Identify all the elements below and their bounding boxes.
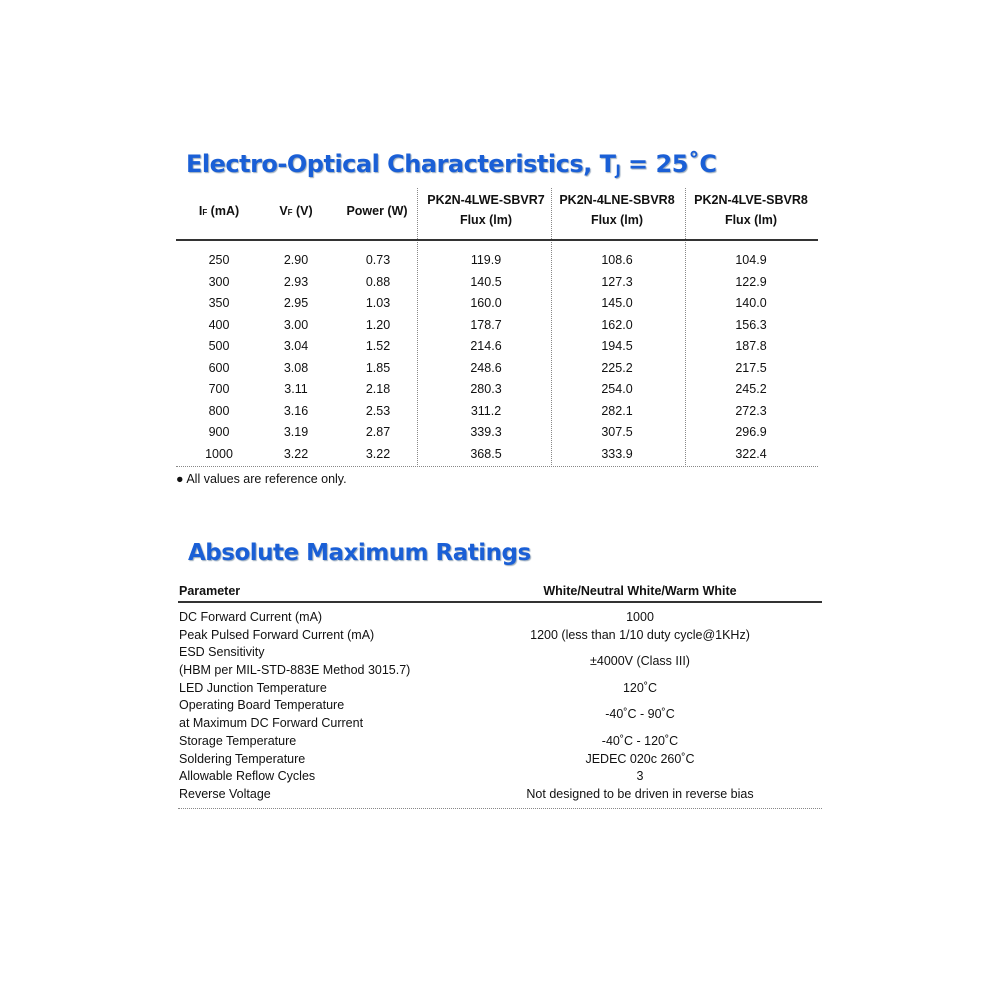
electro-optical-title [186,150,717,179]
table-row [176,292,818,314]
table-cell: 700 [208,382,230,396]
table-cell: 3.19 [283,425,309,439]
rating-parameter [179,751,305,769]
absolute-max-ratings-title: Absolute Maximum Ratings [188,540,531,566]
table-cell: 3.08 [283,360,309,375]
table-cell: 3.11 [284,382,308,396]
table-cell: 214.6 [470,339,502,353]
table-cell: 245.2 [735,382,767,396]
rating-value: -40˚C - 90˚C [605,707,675,722]
table-cell: 2.95 [283,296,309,310]
table-cell: 122.9 [735,274,767,289]
header-power: Power (W) [346,204,408,218]
table-row [176,249,818,271]
model-unit: Flux (lm) [590,213,644,227]
parameter-line: Storage Temperature [179,733,297,748]
table-row [176,400,818,422]
electro-optical-table [176,188,818,467]
title-subscript: J [615,163,621,179]
table-cell: 217.5 [735,360,767,375]
table-cell: 800 [208,403,230,418]
model-unit: Flux (lm) [724,213,778,227]
table-cell: 0.88 [365,274,391,289]
parameter-line: (HBM per MIL-STD-883E Method 3015.7) [179,663,411,678]
rating-row [178,768,822,786]
table-cell: 194.5 [601,339,633,353]
table-cell: 3.22 [283,446,309,461]
parameter-line: Operating Board Temperature [179,698,345,713]
parameter-line: Soldering Temperature [179,751,306,766]
header-if: IF (mA) [198,204,240,218]
table-cell: 3.04 [283,339,309,353]
reference-note: ● All values are reference only. [176,472,347,486]
absolute-max-ratings-table [178,583,822,809]
table-cell: 600 [208,360,230,375]
table-cell: 368.5 [470,446,502,461]
table-cell: 2.90 [283,253,309,267]
table-cell: 3.16 [283,403,309,418]
table-cell: 104.9 [735,253,767,267]
table-row [176,378,818,400]
table-cell: 272.3 [735,403,767,418]
table-cell: 1000 [205,446,233,461]
table-cell: 156.3 [735,317,767,332]
header-model [551,193,683,227]
model-name: PK2N-4LWE-SBVR7 [427,193,545,207]
table-row [176,335,818,357]
table-row [176,443,818,465]
table-cell: 322.4 [735,446,767,461]
table-row [176,314,818,336]
table-header [176,188,818,241]
table-cell: 3.22 [365,446,391,461]
parameter-line: Peak Pulsed Forward Current (mA) [179,627,375,642]
rating-parameter [179,644,410,679]
rating-parameter [179,768,315,786]
rating-value: Not designed to be driven in reverse bias [526,786,754,801]
table-cell: 350 [208,296,230,310]
rating-parameter [179,786,271,804]
rating-row [178,609,822,627]
table-cell: 140.5 [470,274,502,289]
table-cell: 280.3 [470,382,502,396]
table-cell: 160.0 [470,296,502,310]
table-cell: 119.9 [470,253,502,267]
table-cell: 1.52 [365,339,391,353]
model-unit: Flux (lm) [459,213,513,227]
rating-value: 1200 (less than 1/10 duty cycle@1KHz) [530,627,750,642]
table-cell: 2.87 [365,425,391,439]
parameter-line: Allowable Reflow Cycles [179,769,316,784]
header-parameter: Parameter [179,584,241,598]
parameter-line: Reverse Voltage [179,786,271,801]
table-cell: 900 [208,425,230,439]
rating-row [178,786,822,804]
table-cell: 108.6 [601,253,633,267]
table-cell: 254.0 [601,382,633,396]
table-header [178,583,822,603]
rating-value: 1000 [626,610,654,624]
table-cell: 339.3 [470,425,502,439]
table-cell: 0.73 [365,253,391,267]
table-cell: 296.9 [735,425,767,439]
parameter-line: LED Junction Temperature [179,680,327,695]
table-cell: 1.03 [365,296,391,310]
rating-row [178,627,822,645]
parameter-line: at Maximum DC Forward Current [179,716,364,731]
table-cell: 311.2 [470,403,502,418]
table-cell: 127.3 [601,274,633,289]
table-cell: 1.20 [365,317,391,332]
rating-value: -40˚C - 120˚C [601,733,679,748]
table-cell: 282.1 [601,403,633,418]
table-row [176,421,818,443]
table-cell: 178.7 [470,317,502,332]
parameter-line: ESD Sensitivity [179,645,265,660]
header-vf: VF (V) [279,204,313,218]
table-cell: 1.85 [365,360,391,375]
rating-parameter [179,609,322,627]
rating-row [178,751,822,769]
rating-value: JEDEC 020c 260˚C [585,751,695,766]
rating-row [178,644,822,679]
table-row [176,357,818,379]
table-cell: 333.9 [601,446,633,461]
table-cell: 2.53 [365,403,391,418]
rating-parameter [179,680,327,698]
table-cell: 250 [208,253,230,267]
model-name: PK2N-4LVE-SBVR8 [694,193,808,207]
rating-value: 120˚C [622,680,658,695]
table-cell: 162.0 [601,317,633,332]
header-model [420,193,552,227]
table-cell: 3.00 [283,317,309,332]
title-text: Electro-Optical Characteristics, T [186,150,616,178]
rating-parameter [179,697,363,732]
header-model [685,193,817,227]
table-cell: 300 [208,274,230,289]
title-tail: = 25˚C [620,150,717,178]
table-cell: 187.8 [735,339,767,353]
table-cell: 307.5 [601,425,633,439]
table-row [176,271,818,293]
rating-parameter [179,733,296,751]
rating-parameter [179,627,374,645]
table-cell: 2.18 [365,382,391,396]
table-cell: 500 [208,339,230,353]
rating-row [178,680,822,698]
rating-value: 3 [636,769,644,784]
header-value: White/Neutral White/Warm White [543,584,737,598]
table-cell: 140.0 [735,296,767,310]
table-cell: 225.2 [601,360,633,375]
table-cell: 2.93 [283,274,309,289]
rating-row [178,733,822,751]
table-cell: 400 [208,317,230,332]
parameter-line: DC Forward Current (mA) [179,610,323,624]
model-name: PK2N-4LNE-SBVR8 [559,193,675,207]
table-cell: 248.6 [470,360,502,375]
rating-row [178,697,822,732]
table-cell: 145.0 [601,296,633,310]
rating-value: ±4000V (Class III) [590,654,690,669]
